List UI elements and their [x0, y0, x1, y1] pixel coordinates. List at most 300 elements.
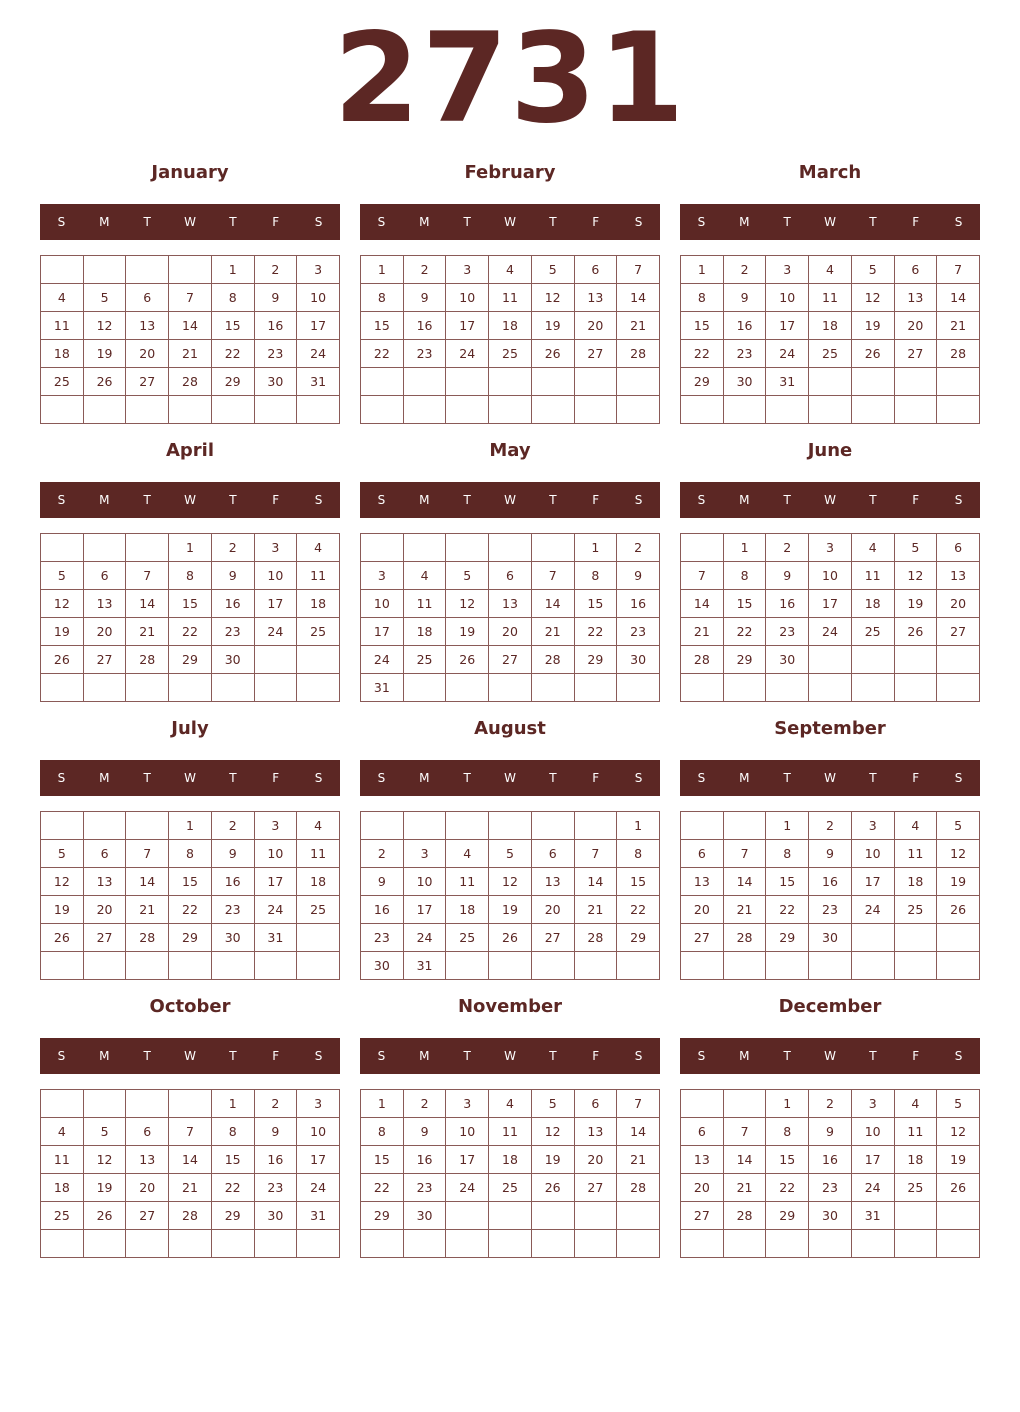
day-cell: 5: [531, 1090, 574, 1118]
day-cell: [403, 534, 446, 562]
day-cell: 28: [723, 1202, 766, 1230]
week-row: [41, 896, 340, 924]
day-cell: [809, 1230, 852, 1258]
day-cell: 7: [723, 840, 766, 868]
day-cell: 22: [723, 618, 766, 646]
week-row: [681, 618, 980, 646]
day-cell: [851, 924, 894, 952]
day-cell: 26: [937, 1174, 980, 1202]
day-cell: [126, 534, 169, 562]
day-cell: [766, 1230, 809, 1258]
day-cell: 10: [446, 284, 489, 312]
day-cell: 18: [403, 618, 446, 646]
day-cell: [617, 674, 660, 702]
day-cell: 2: [766, 534, 809, 562]
week-row: [681, 674, 980, 702]
day-cell: [254, 674, 297, 702]
day-cell: 1: [681, 256, 724, 284]
day-cell: 10: [809, 562, 852, 590]
week-row: [681, 590, 980, 618]
day-cell: 10: [446, 1118, 489, 1146]
day-cell: [446, 1230, 489, 1258]
day-cell: 25: [851, 618, 894, 646]
weekday-label: T: [549, 1049, 557, 1063]
week-row: [361, 812, 660, 840]
day-cell: 25: [403, 646, 446, 674]
day-cell: [766, 674, 809, 702]
month-title: April: [165, 440, 215, 461]
day-cell: [169, 256, 212, 284]
day-cell: 13: [489, 590, 532, 618]
week-row: [361, 1146, 660, 1174]
day-cell: 11: [489, 1118, 532, 1146]
day-cell: 6: [937, 534, 980, 562]
day-cell: 5: [531, 256, 574, 284]
day-cell: [894, 952, 937, 980]
day-cell: 3: [297, 1090, 340, 1118]
day-cell: 12: [851, 284, 894, 312]
day-cell: 7: [617, 1090, 660, 1118]
day-cell: [809, 674, 852, 702]
day-cell: 12: [41, 590, 84, 618]
day-cell: [531, 534, 574, 562]
day-cell: [83, 534, 126, 562]
day-cell: 8: [766, 840, 809, 868]
day-cell: [41, 1230, 84, 1258]
day-cell: 7: [126, 562, 169, 590]
day-cell: 29: [766, 924, 809, 952]
day-cell: [297, 1230, 340, 1258]
day-cell: 2: [361, 840, 404, 868]
day-cell: 15: [211, 312, 254, 340]
day-cell: 4: [809, 256, 852, 284]
day-cell: 23: [766, 618, 809, 646]
day-cell: 9: [254, 284, 297, 312]
day-cell: 3: [361, 562, 404, 590]
weekday-label: F: [272, 771, 280, 785]
week-row: [681, 868, 980, 896]
day-grid: [40, 811, 340, 980]
weekday-label: W: [504, 493, 516, 507]
day-cell: [254, 1230, 297, 1258]
day-cell: 15: [723, 590, 766, 618]
day-cell: 15: [766, 868, 809, 896]
month-october: [40, 992, 340, 1262]
day-cell: 7: [681, 562, 724, 590]
day-cell: 27: [937, 618, 980, 646]
day-cell: 19: [83, 340, 126, 368]
day-cell: 13: [681, 868, 724, 896]
day-cell: 10: [403, 868, 446, 896]
day-cell: 2: [809, 1090, 852, 1118]
day-cell: 21: [723, 896, 766, 924]
day-cell: [83, 1230, 126, 1258]
week-row: [681, 1118, 980, 1146]
day-cell: 1: [169, 534, 212, 562]
day-cell: 1: [617, 812, 660, 840]
day-cell: 30: [809, 924, 852, 952]
day-cell: [809, 646, 852, 674]
day-cell: [169, 396, 212, 424]
day-cell: 2: [211, 812, 254, 840]
day-cell: 7: [169, 284, 212, 312]
day-cell: [531, 396, 574, 424]
weekday-label: M: [739, 1049, 750, 1063]
week-row: [41, 646, 340, 674]
week-row: [681, 896, 980, 924]
weekday-label: T: [869, 771, 877, 785]
week-row: [681, 534, 980, 562]
week-row: [41, 1090, 340, 1118]
weekday-label: S: [314, 493, 323, 507]
month-november: [360, 992, 660, 1262]
day-cell: 19: [937, 868, 980, 896]
day-cell: 23: [211, 896, 254, 924]
day-cell: [126, 674, 169, 702]
week-row: [41, 1174, 340, 1202]
weekday-label: S: [634, 1049, 643, 1063]
day-cell: 13: [681, 1146, 724, 1174]
week-row: [41, 618, 340, 646]
day-cell: 30: [211, 924, 254, 952]
day-cell: 12: [83, 312, 126, 340]
day-cell: 23: [809, 1174, 852, 1202]
day-cell: 13: [894, 284, 937, 312]
day-cell: 1: [361, 1090, 404, 1118]
day-cell: [766, 396, 809, 424]
week-row: [361, 840, 660, 868]
month-december: [680, 992, 980, 1262]
day-cell: 1: [211, 256, 254, 284]
day-cell: 29: [211, 368, 254, 396]
day-cell: 19: [531, 1146, 574, 1174]
day-cell: 12: [894, 562, 937, 590]
day-cell: 29: [361, 1202, 404, 1230]
day-cell: 11: [851, 562, 894, 590]
weekday-header: [360, 760, 660, 796]
day-cell: 18: [489, 1146, 532, 1174]
day-cell: [574, 396, 617, 424]
day-cell: 16: [403, 312, 446, 340]
day-cell: 21: [937, 312, 980, 340]
day-cell: 16: [403, 1146, 446, 1174]
week-row: [41, 534, 340, 562]
day-cell: [937, 952, 980, 980]
day-cell: 5: [41, 840, 84, 868]
day-cell: 21: [681, 618, 724, 646]
day-cell: 11: [446, 868, 489, 896]
day-grid: [680, 255, 980, 424]
day-cell: 29: [169, 924, 212, 952]
day-cell: [766, 952, 809, 980]
weekday-header: [360, 204, 660, 240]
month-september: [680, 714, 980, 984]
day-cell: 21: [574, 896, 617, 924]
day-cell: 11: [41, 312, 84, 340]
day-cell: [446, 952, 489, 980]
day-cell: 11: [41, 1146, 84, 1174]
day-cell: [403, 368, 446, 396]
day-cell: [894, 396, 937, 424]
day-cell: 27: [574, 340, 617, 368]
day-cell: [83, 256, 126, 284]
day-grid: [360, 533, 660, 702]
day-cell: 29: [169, 646, 212, 674]
weekday-label: M: [99, 1049, 110, 1063]
day-cell: 4: [297, 812, 340, 840]
weekday-label: T: [549, 215, 557, 229]
day-cell: [531, 812, 574, 840]
week-row: [361, 646, 660, 674]
week-row: [361, 340, 660, 368]
weekday-label: T: [463, 493, 471, 507]
weekday-label: S: [377, 215, 386, 229]
day-cell: 22: [211, 340, 254, 368]
weekday-label: T: [463, 215, 471, 229]
day-grid: [680, 1089, 980, 1258]
day-cell: [851, 646, 894, 674]
week-row: [361, 534, 660, 562]
week-row: [681, 840, 980, 868]
day-cell: 11: [403, 590, 446, 618]
day-cell: [446, 812, 489, 840]
day-cell: 13: [937, 562, 980, 590]
day-cell: 4: [41, 1118, 84, 1146]
day-cell: 8: [681, 284, 724, 312]
day-cell: [297, 952, 340, 980]
day-cell: [83, 396, 126, 424]
day-cell: 20: [126, 1174, 169, 1202]
day-cell: 14: [574, 868, 617, 896]
weekday-label: M: [419, 215, 430, 229]
day-cell: 20: [681, 896, 724, 924]
day-cell: 24: [254, 896, 297, 924]
day-cell: 18: [297, 590, 340, 618]
day-cell: 8: [169, 840, 212, 868]
day-cell: 8: [723, 562, 766, 590]
day-cell: 20: [531, 896, 574, 924]
day-cell: 27: [83, 924, 126, 952]
weekday-label: F: [592, 493, 600, 507]
day-cell: [894, 674, 937, 702]
day-cell: 16: [766, 590, 809, 618]
day-cell: 5: [937, 1090, 980, 1118]
weekday-label: W: [184, 1049, 196, 1063]
day-cell: [489, 396, 532, 424]
week-row: [41, 674, 340, 702]
month-title: July: [171, 718, 209, 739]
day-cell: 3: [446, 1090, 489, 1118]
day-cell: [531, 368, 574, 396]
day-cell: 4: [41, 284, 84, 312]
week-row: [681, 340, 980, 368]
weekday-label: F: [272, 1049, 280, 1063]
week-row: [41, 340, 340, 368]
day-cell: 4: [894, 1090, 937, 1118]
day-cell: 29: [211, 1202, 254, 1230]
weekday-header: [360, 482, 660, 518]
day-cell: [531, 1202, 574, 1230]
day-cell: [41, 396, 84, 424]
weekday-label: W: [824, 493, 836, 507]
month-title: December: [778, 996, 882, 1017]
day-cell: 24: [446, 1174, 489, 1202]
day-cell: 26: [531, 1174, 574, 1202]
week-row: [361, 1174, 660, 1202]
day-cell: 25: [41, 1202, 84, 1230]
day-cell: 2: [809, 812, 852, 840]
day-cell: [446, 368, 489, 396]
day-cell: 30: [617, 646, 660, 674]
day-cell: [851, 952, 894, 980]
day-cell: [851, 674, 894, 702]
day-cell: 3: [446, 256, 489, 284]
day-cell: [41, 674, 84, 702]
day-cell: 4: [489, 256, 532, 284]
day-cell: 16: [254, 1146, 297, 1174]
month-title: August: [474, 718, 546, 739]
day-cell: 13: [83, 868, 126, 896]
weekday-label: S: [377, 493, 386, 507]
weekday-label: T: [783, 215, 791, 229]
day-cell: 31: [297, 368, 340, 396]
day-cell: 2: [254, 256, 297, 284]
day-cell: 19: [446, 618, 489, 646]
day-cell: 21: [723, 1174, 766, 1202]
day-cell: 19: [41, 618, 84, 646]
day-cell: 31: [297, 1202, 340, 1230]
week-row: [41, 924, 340, 952]
day-cell: 30: [211, 646, 254, 674]
weekday-label: F: [912, 771, 920, 785]
day-cell: 19: [531, 312, 574, 340]
day-cell: [211, 1230, 254, 1258]
day-cell: 27: [681, 1202, 724, 1230]
day-cell: 17: [254, 868, 297, 896]
day-cell: 22: [766, 1174, 809, 1202]
day-cell: 7: [531, 562, 574, 590]
weekday-label: F: [912, 493, 920, 507]
day-cell: 28: [574, 924, 617, 952]
day-cell: 5: [446, 562, 489, 590]
weekday-label: F: [592, 215, 600, 229]
day-cell: 26: [83, 368, 126, 396]
day-cell: [254, 396, 297, 424]
weekday-label: M: [739, 771, 750, 785]
day-cell: 30: [254, 1202, 297, 1230]
weekday-label: S: [697, 493, 706, 507]
day-cell: [83, 812, 126, 840]
day-cell: 5: [894, 534, 937, 562]
day-cell: 13: [574, 1118, 617, 1146]
weekday-label: T: [229, 1049, 237, 1063]
day-cell: [489, 1230, 532, 1258]
day-cell: [937, 674, 980, 702]
day-cell: 25: [489, 1174, 532, 1202]
day-cell: 23: [211, 618, 254, 646]
month-april: [40, 436, 340, 706]
day-cell: [723, 1230, 766, 1258]
weekday-label: F: [592, 771, 600, 785]
week-row: [41, 1230, 340, 1258]
day-grid: [40, 1089, 340, 1258]
day-cell: 30: [809, 1202, 852, 1230]
day-cell: 13: [126, 1146, 169, 1174]
day-cell: 11: [297, 840, 340, 868]
day-cell: 6: [531, 840, 574, 868]
day-cell: 24: [809, 618, 852, 646]
day-cell: 20: [126, 340, 169, 368]
month-july: [40, 714, 340, 984]
day-cell: 27: [894, 340, 937, 368]
day-cell: 9: [361, 868, 404, 896]
weekday-label: S: [954, 1049, 963, 1063]
day-cell: [297, 924, 340, 952]
day-cell: 8: [211, 284, 254, 312]
weekday-label: T: [549, 493, 557, 507]
day-cell: 18: [41, 1174, 84, 1202]
month-june: [680, 436, 980, 706]
day-cell: [41, 256, 84, 284]
day-cell: [489, 368, 532, 396]
week-row: [681, 1174, 980, 1202]
weekday-label: W: [504, 1049, 516, 1063]
week-row: [41, 1118, 340, 1146]
day-cell: 5: [937, 812, 980, 840]
day-cell: 9: [809, 840, 852, 868]
day-cell: [169, 952, 212, 980]
day-cell: 7: [126, 840, 169, 868]
weekday-label: W: [824, 215, 836, 229]
day-cell: 7: [574, 840, 617, 868]
day-cell: [681, 1090, 724, 1118]
weekday-label: W: [184, 493, 196, 507]
weekday-label: M: [739, 215, 750, 229]
day-cell: 25: [41, 368, 84, 396]
day-cell: 19: [851, 312, 894, 340]
month-title: March: [798, 162, 862, 183]
day-cell: 22: [361, 340, 404, 368]
day-cell: 10: [297, 284, 340, 312]
day-cell: [41, 952, 84, 980]
day-cell: 8: [617, 840, 660, 868]
day-cell: [809, 396, 852, 424]
weekday-label: S: [697, 215, 706, 229]
weekday-label: T: [143, 215, 151, 229]
day-cell: [809, 952, 852, 980]
day-cell: 10: [254, 840, 297, 868]
weekday-label: S: [954, 215, 963, 229]
week-row: [41, 368, 340, 396]
month-title: June: [807, 440, 853, 461]
day-cell: 17: [766, 312, 809, 340]
day-cell: [617, 368, 660, 396]
day-cell: [169, 1090, 212, 1118]
day-cell: [211, 674, 254, 702]
day-cell: 6: [681, 1118, 724, 1146]
day-cell: 6: [894, 256, 937, 284]
week-row: [361, 868, 660, 896]
day-cell: 10: [766, 284, 809, 312]
day-cell: [681, 812, 724, 840]
day-cell: 29: [766, 1202, 809, 1230]
week-row: [681, 1230, 980, 1258]
day-cell: 28: [617, 1174, 660, 1202]
week-row: [681, 1202, 980, 1230]
day-cell: 16: [809, 1146, 852, 1174]
day-cell: 18: [809, 312, 852, 340]
day-cell: [937, 396, 980, 424]
